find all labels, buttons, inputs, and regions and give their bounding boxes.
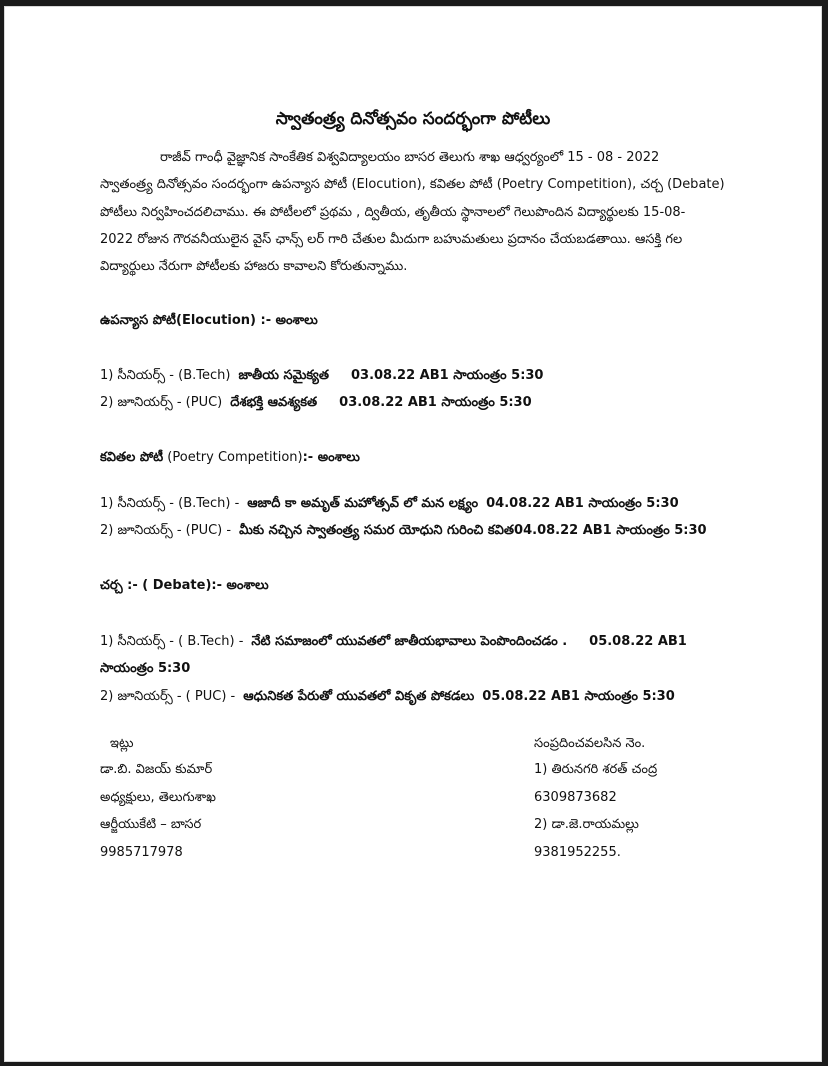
poetry-item-2 <box>100 523 707 541</box>
elocution-item-1 <box>100 368 543 386</box>
contact-2-name: 2) డా.జె.రాయమల్లు <box>534 817 639 832</box>
elocution-item-2-schedule: 03.08.22 AB1 సాయంత్రం 5:30 <box>339 395 532 410</box>
contact-1-phone: 6309873682 <box>534 790 617 805</box>
poetry-item-1 <box>100 496 679 514</box>
elocution-item-1-topic: జాతీయ సమైక్యత <box>238 368 329 383</box>
intro-line-2: స్వాతంత్ర్య దినోత్సవం సందర్భంగా ఉపన్యాస పోటీ (Elocution), కవితల పోటీ (Poetry Competition), చర్చ (Debate) <box>100 177 725 192</box>
debate-item-1-schedule: 05.08.22 AB1 <box>589 634 687 649</box>
intro-line-4: 2022 రోజున గౌరవనీయులైన వైస్ ఛాన్స్ లర్ గారి చేతుల మీదుగా బహుమతులు ప్రదానం చేయబడతాయి. ఆసక్తి గల <box>100 232 683 247</box>
debate-item-1-topic: నేటి సమాజంలో యువతలో జాతీయభావాలు పెంపొందించడం . <box>251 634 568 649</box>
debate-heading: చర్చ :- ( Debate):- అంశాలు <box>100 578 269 593</box>
document-page <box>4 6 822 1062</box>
elocution-heading: ఉపన్యాస పోటీ(Elocution) :- అంశాలు <box>100 313 318 328</box>
intro-line-5: విద్యార్థులు నేరుగా పోటీలకు హాజరు కావాలని కోరుతున్నాము. <box>100 259 408 274</box>
elocution-item-2 <box>100 395 532 413</box>
signature-left-phone: 9985717978 <box>100 845 183 860</box>
elocution-item-2-label: 2) జూనియర్స్ - (PUC) <box>100 395 223 410</box>
contact-heading: సంప్రదించవలసిన నెం. <box>534 736 646 751</box>
elocution-item-1-label: 1) సీనియర్స్ - (B.Tech) <box>100 368 231 383</box>
poetry-item-2-topic: మీకు నచ్చిన స్వాతంత్ర్య సమర యోధుని గురించి కవిత04.08.22 AB1 సాయంత్రం 5:30 <box>239 523 707 538</box>
contact-2-phone: 9381952255. <box>534 845 621 860</box>
debate-item-2-topic: ఆధునికత పేరుతో యువతలో వికృత పోకడలు <box>243 689 475 704</box>
elocution-item-1-schedule: 03.08.22 AB1 సాయంత్రం 5:30 <box>350 368 544 383</box>
intro-line-1: రాజీవ్ గాంధీ వైజ్ఞానిక సాంకేతిక విశ్వవిద్యాలయం బాసర తెలుగు శాఖ ఆధ్వర్యంలో 15 - 08 - 2022 <box>160 150 660 165</box>
poetry-item-1-topic: ఆజాదీ కా అమృత్ మహోత్సవ్ లో మన లక్ష్యం <box>247 496 479 511</box>
debate-item-2 <box>100 689 675 707</box>
signature-left-line-1: ఇట్లు <box>110 736 134 751</box>
poetry-heading <box>100 450 360 468</box>
signature-left-name: డా.బి. విజయ్ కుమార్ <box>100 762 213 777</box>
intro-line-3: పోటీలు నిర్వహించదలిచాము. ఈ పోటీలలో ప్రథమ , ద్వితీయ, తృతీయ స్థానాలలో గెలుపొందిన విద్యార్థులకు 15-08- <box>100 205 686 220</box>
signature-left-institution: ఆర్జీయుకేటి – బాసర <box>100 817 202 832</box>
poetry-heading-bold: కవితల పోటీ <box>100 450 164 465</box>
poetry-heading-mid: (Poetry Competition) <box>163 450 303 465</box>
contact-1-name: 1) తిరునగరి శరత్ చంద్ర <box>534 762 658 777</box>
poetry-item-1-label: 1) సీనియర్స్ - (B.Tech) - <box>100 496 240 511</box>
poetry-heading-end: :- అంశాలు <box>302 450 360 465</box>
page-title: స్వాతంత్ర్య దినోత్సవం సందర్భంగా పోటీలు <box>275 109 551 129</box>
elocution-item-2-topic: దేశభక్తి ఆవశ్యకత <box>230 395 318 410</box>
poetry-item-2-label: 2) జూనియర్స్ - (PUC) - <box>100 523 232 538</box>
debate-item-2-label: 2) జూనియర్స్ - ( PUC) - <box>100 689 236 704</box>
poetry-item-1-schedule: 04.08.22 AB1 సాయంత్రం 5:30 <box>486 496 679 511</box>
debate-item-1-wrap: సాయంత్రం 5:30 <box>100 661 191 676</box>
debate-item-1-label: 1) సీనియర్స్ - ( B.Tech) - <box>100 634 244 649</box>
debate-item-2-schedule: 05.08.22 AB1 సాయంత్రం 5:30 <box>482 689 675 704</box>
signature-left-designation: అధ్యక్షులు, తెలుగుశాఖ <box>100 790 216 805</box>
debate-item-1 <box>100 634 687 652</box>
